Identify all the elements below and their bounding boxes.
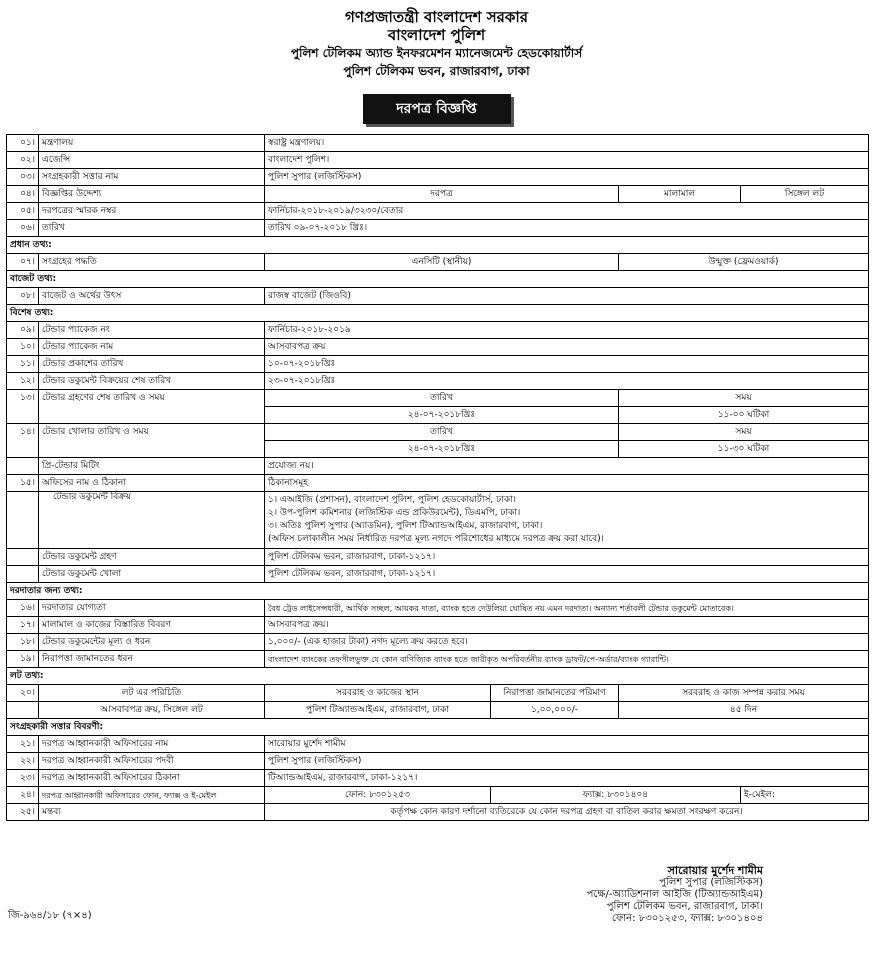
signatory-name: সারোয়ার মুর্শেদ শামীম [667,864,763,877]
section-row [7,668,869,685]
row-label: টেন্ডার ডকুমেন্ট খোলা [39,566,265,583]
section-row [7,305,869,322]
purpose-goods: মালামাল [619,186,741,203]
row-number: ১৭। [7,617,39,634]
signatory-for: পক্ষে/-অ্যাডিশনাল আইজি (টিঅ্যান্ডআইএম) [586,889,763,900]
row-label: দরপত্র আহ্বানকারী অফিসারের নাম [39,736,265,753]
row-label: দরদাতার যোগ্যতা [39,600,265,617]
tender-table [6,134,869,821]
sale-location-3: ৩। অতিঃ পুলিশ সুপার (অ্যাডমিন), পুলিশ টিঅ্যান্ডআইএম, রাজারবাগ, ঢাকা। [268,521,543,531]
row-number: ০৪। [7,186,39,203]
row-value: পুলিশ টেলিকম ভবন, রাজারবাগ, ঢাকা-১২১৭। [265,566,869,583]
row-value: ফার্নিচার-২০১৮-২০১৯/৩২৩০/বেতার [265,203,869,220]
row-number: ০৯। [7,322,39,339]
empty-cell [7,549,39,566]
hq-address: পুলিশ টেলিকম ভবন, রাজারবাগ, ঢাকা [343,64,530,78]
row-number: ২১। [7,736,39,753]
lot-id-header: লট এর পরিচিতি [39,685,265,702]
lot-place: পুলিশ টিঅ্যান্ডআইএম, রাজারবাগ, ঢাকা [265,702,491,719]
empty-cell [7,441,39,458]
sale-location-2: ২। উপ-পুলিশ কমিশনার (লজিস্টিক এন্ড প্রকিউরমেন্ট), ডিএমপি, ঢাকা। [268,508,521,518]
opening-date: ২৪-০৭-২০১৮খ্রিঃ [265,441,619,458]
row-label: দরপত্রের স্মারক নম্বর [39,203,265,220]
row-number: ২৫। [7,804,39,821]
method-local: এনসিটি (স্থানীয়) [265,254,619,271]
row-value: ঠিকানাসমূহ [265,475,869,492]
table-row [7,441,869,458]
date-header: তারিখ [265,424,619,441]
row-value: স্বরাষ্ট্র মন্ত্রণালয়। [265,135,869,152]
lot-place-header: সরবরাহ ও কাজের স্থান [265,685,491,702]
row-label: মালামাল ও কাজের বিস্তারিত বিবরণ [39,617,265,634]
sale-location-1: ১। এআইজি (প্রশাসন), বাংলাদেশ পুলিশ, পুলিশ হেডকোয়ার্টার্স, ঢাকা। [268,495,516,505]
table-row [7,203,869,220]
row-label: টেন্ডার ডকুমেন্ট বিক্রয়ের শেষ তারিখ [39,373,265,390]
empty-cell [7,492,39,549]
row-number: ০৩। [7,169,39,186]
date-header: তারিখ [265,390,619,407]
lot-security-header: নিরাপত্তা জামানতের পরিমাণ [491,685,619,702]
fax: ফ্যাক্স: ৮৩০১৪০৪ [491,787,741,804]
table-row [7,458,869,475]
table-row [7,492,869,549]
table-row [7,753,869,770]
section-row [7,719,869,736]
row-value: পুলিশ সুপার (লজিস্টিকস) [265,169,869,186]
closing-time: ১১-০০ ঘটিকা [619,407,869,424]
table-row [7,169,869,186]
row-number: ০২। [7,152,39,169]
section-heading: সংগ্রহকারী সত্তার বিবরণী: [7,719,869,736]
table-row [7,322,869,339]
table-row [7,566,869,583]
row-label: দরপত্র আহ্বানকারী অফিসারের ঠিকানা [39,770,265,787]
signatory-title: পুলিশ সুপার (লজিস্টিকস) [659,877,763,888]
row-number: ০৮। [7,288,39,305]
row-value: রাজস্ব বাজেট (জিওবি) [265,288,869,305]
purpose-lot: সিঙ্গেল লট [741,186,869,203]
row-label: টেন্ডার ডকুমেন্ট বিক্রয় [39,492,265,549]
row-number: ১০। [7,339,39,356]
row-number: ২০। [7,685,39,702]
row-label: তারিখ [39,220,265,237]
section-heading: দরদাতার জন্য তথ্য: [7,583,869,600]
signatory-contact: ফোন: ৮৩০১২৫৩, ফ্যাক্স: ৮৩০১৪০৪ [611,913,763,924]
row-label: দরপত্র আহ্বানকারী অফিসারের ফোন, ফ্যাক্স ও ই-মেইল [39,787,265,804]
row-label: নিরাপত্তা জামানতের ধরন [39,651,265,668]
row-number: ১৮। [7,634,39,651]
row-label: টেন্ডার প্যাকেজ নং [39,322,265,339]
empty-cell [7,702,39,719]
empty-cell [39,407,265,424]
table-row [7,339,869,356]
section-heading: বাজেট তথ্য: [7,271,869,288]
row-value: ২৩-০৭-২০১৮খ্রিঃ [265,373,869,390]
row-label: বাজেট ও অর্থের উৎস [39,288,265,305]
table-row [7,424,869,441]
section-heading: লট তথ্য: [7,668,869,685]
row-label: টেন্ডার প্রকাশের তারিখ [39,356,265,373]
section-heading: বিশেষ তথ্য: [7,305,869,322]
sale-locations [265,492,869,549]
lot-security: ১,০০,০০০/- [491,702,619,719]
row-number: ১২। [7,373,39,390]
row-label: মন্ত্রণালয় [39,135,265,152]
lot-id: আসবাবপত্র ক্রয়, সিঙ্গেল লট [39,702,265,719]
closing-date: ২৪-০৭-২০১৮খ্রিঃ [265,407,619,424]
footer-code: জি-৯৬৪/১৮ (৭×৪) [8,910,92,921]
table-row [7,407,869,424]
row-value: বৈধ ট্রেড লাইসেন্সধারী, আর্থিক সচ্ছল, আয়কর দাতা, ব্যাংক হতে দেউলিয়া ঘোষিত নয় এমন দরদাতা। অন্যান্য শর্তাবলী টেন্ডার ডকুমেন্ট মোতাবেক। [265,600,869,617]
row-label: এজেন্সি [39,152,265,169]
row-label: সংগ্রহকারী সত্তার নাম [39,169,265,186]
row-label: টেন্ডার ডকুমেন্টের মূল্য ও ধরন [39,634,265,651]
row-number: ১৬। [7,600,39,617]
table-row [7,288,869,305]
table-row [7,736,869,753]
empty-cell [7,458,39,475]
empty-cell [7,566,39,583]
govt-title: গণপ্রজাতন্ত্রী বাংলাদেশ সরকার [345,8,528,26]
row-value: কর্তৃপক্ষ কোন কারণ দর্শানো ব্যতিরেকে যে কোন দরপত্র গ্রহণ বা বাতিল করার ক্ষমতা সংরক্ষণ করেন। [265,804,869,821]
row-value: ১০-০৭-২০১৮খ্রিঃ [265,356,869,373]
signature-block [587,865,763,925]
row-label: অফিসের নাম ও ঠিকানা [39,475,265,492]
signatory-address: পুলিশ টেলিকম ভবন, রাজারবাগ, ঢাকা। [606,901,763,912]
section-row [7,583,869,600]
row-label: টেন্ডার খোলার তারিখ ও সময় [39,424,265,441]
row-label: প্রি-টেন্ডার মিটিং [39,458,265,475]
row-value: ফার্নিচার-২০১৮-২০১৯ [265,322,869,339]
table-row [7,254,869,271]
method-open: উন্মুক্ত (ফ্রেমওয়ার্ক) [619,254,869,271]
table-row [7,373,869,390]
row-number: ০৭। [7,254,39,271]
table-row [7,702,869,719]
table-row [7,787,869,804]
row-number: ১৪। [7,424,39,441]
row-number: ০১। [7,135,39,152]
row-number: ১৩। [7,390,39,407]
row-label: মন্তব্য [39,804,265,821]
row-label: টেন্ডার প্যাকেজ নাম [39,339,265,356]
row-value: পুলিশ টেলিকম ভবন, রাজারবাগ, ঢাকা-১২১৭। [265,549,869,566]
row-number: ০৫। [7,203,39,220]
section-row [7,271,869,288]
table-row [7,804,869,821]
hq-title: পুলিশ টেলিকম অ্যান্ড ইনফরমেশন ম্যানেজমেন্ট হেডকোয়ার্টার্স [290,46,583,60]
table-row [7,600,869,617]
lot-time: ৪৫ দিন [619,702,869,719]
opening-time: ১১-৩০ ঘটিকা [619,441,869,458]
time-header: সময় [619,424,869,441]
row-label: বিজ্ঞপ্তির উদ্দেশ্য [39,186,265,203]
phone: ফোন: ৮৩০১২৫৩ [265,787,491,804]
table-row [7,617,869,634]
table-row [7,186,869,203]
lot-time-header: সরবরাহ ও কাজ সম্পন্ন করার সময় [619,685,869,702]
row-label: সংগ্রহের পদ্ধতি [39,254,265,271]
row-value: তারিখ ০৯-০৭-২০১৮ খ্রিঃ। [265,220,869,237]
table-row [7,135,869,152]
email: ই-মেইল: [741,787,869,804]
table-row [7,475,869,492]
section-heading: প্রধান তথ্য: [7,237,869,254]
row-label: টেন্ডার গ্রহণের শেষ তারিখ ও সময় [39,390,265,407]
row-label: দরপত্র আহ্বানকারী অফিসারের পদবী [39,753,265,770]
row-label: টেন্ডার ডকুমেন্ট গ্রহণ [39,549,265,566]
row-value: টিঅ্যান্ডআইএম, রাজারবাগ, ঢাকা-১২১৭। [265,770,869,787]
row-value: প্রযোজ্য নয়। [265,458,869,475]
row-number: ২৩। [7,770,39,787]
purpose-tender: দরপত্র [265,186,619,203]
row-value: সারোয়ার মুর্শেদ শামীম [265,736,869,753]
row-value: পুলিশ সুপার (লজিস্টিকস) [265,753,869,770]
row-value: বাংলাদেশ ব্যাংকের তফসীলভুক্ত যে কোন বাণিজ্যিক ব্যাংক হতে জারীকৃত অপরিবর্তনীয় ব্যাংক ড্রাফট/পে-অর্ডার/ব্যাংক গ্যারান্টি। [265,651,869,668]
table-row [7,549,869,566]
empty-cell [7,407,39,424]
section-row [7,237,869,254]
row-value: আসবাবপত্র ক্রয় [265,339,869,356]
row-number: ২৪। [7,787,39,804]
table-row [7,220,869,237]
table-row [7,685,869,702]
table-row [7,356,869,373]
row-value: বাংলাদেশ পুলিশ। [265,152,869,169]
row-number: ১৫। [7,475,39,492]
row-number: ১১। [7,356,39,373]
table-row [7,152,869,169]
row-value: আসবাবপত্র ক্রয়। [265,617,869,634]
header [0,8,873,80]
sale-note: (অফিস চলাকালীন সময় নির্ধারিত দরপত্র মূল্য নগদে পরিশোধের মাধ্যমে দরপত্র ক্রয় করা যাবে)। [268,534,604,544]
row-value: ১,০০০/- (এক হাজার টাকা) নগদ মূল্যে ক্রয় করতে হবে। [265,634,869,651]
notice-banner: দরপত্র বিজ্ঞপ্তি [363,94,511,124]
time-header: সময় [619,390,869,407]
table-row [7,634,869,651]
table-row [7,390,869,407]
empty-cell [39,441,265,458]
row-number: ২২। [7,753,39,770]
row-number: ০৬। [7,220,39,237]
row-number: ১৯। [7,651,39,668]
table-row [7,651,869,668]
table-row [7,770,869,787]
police-title: বাংলাদেশ পুলিশ [387,26,486,44]
